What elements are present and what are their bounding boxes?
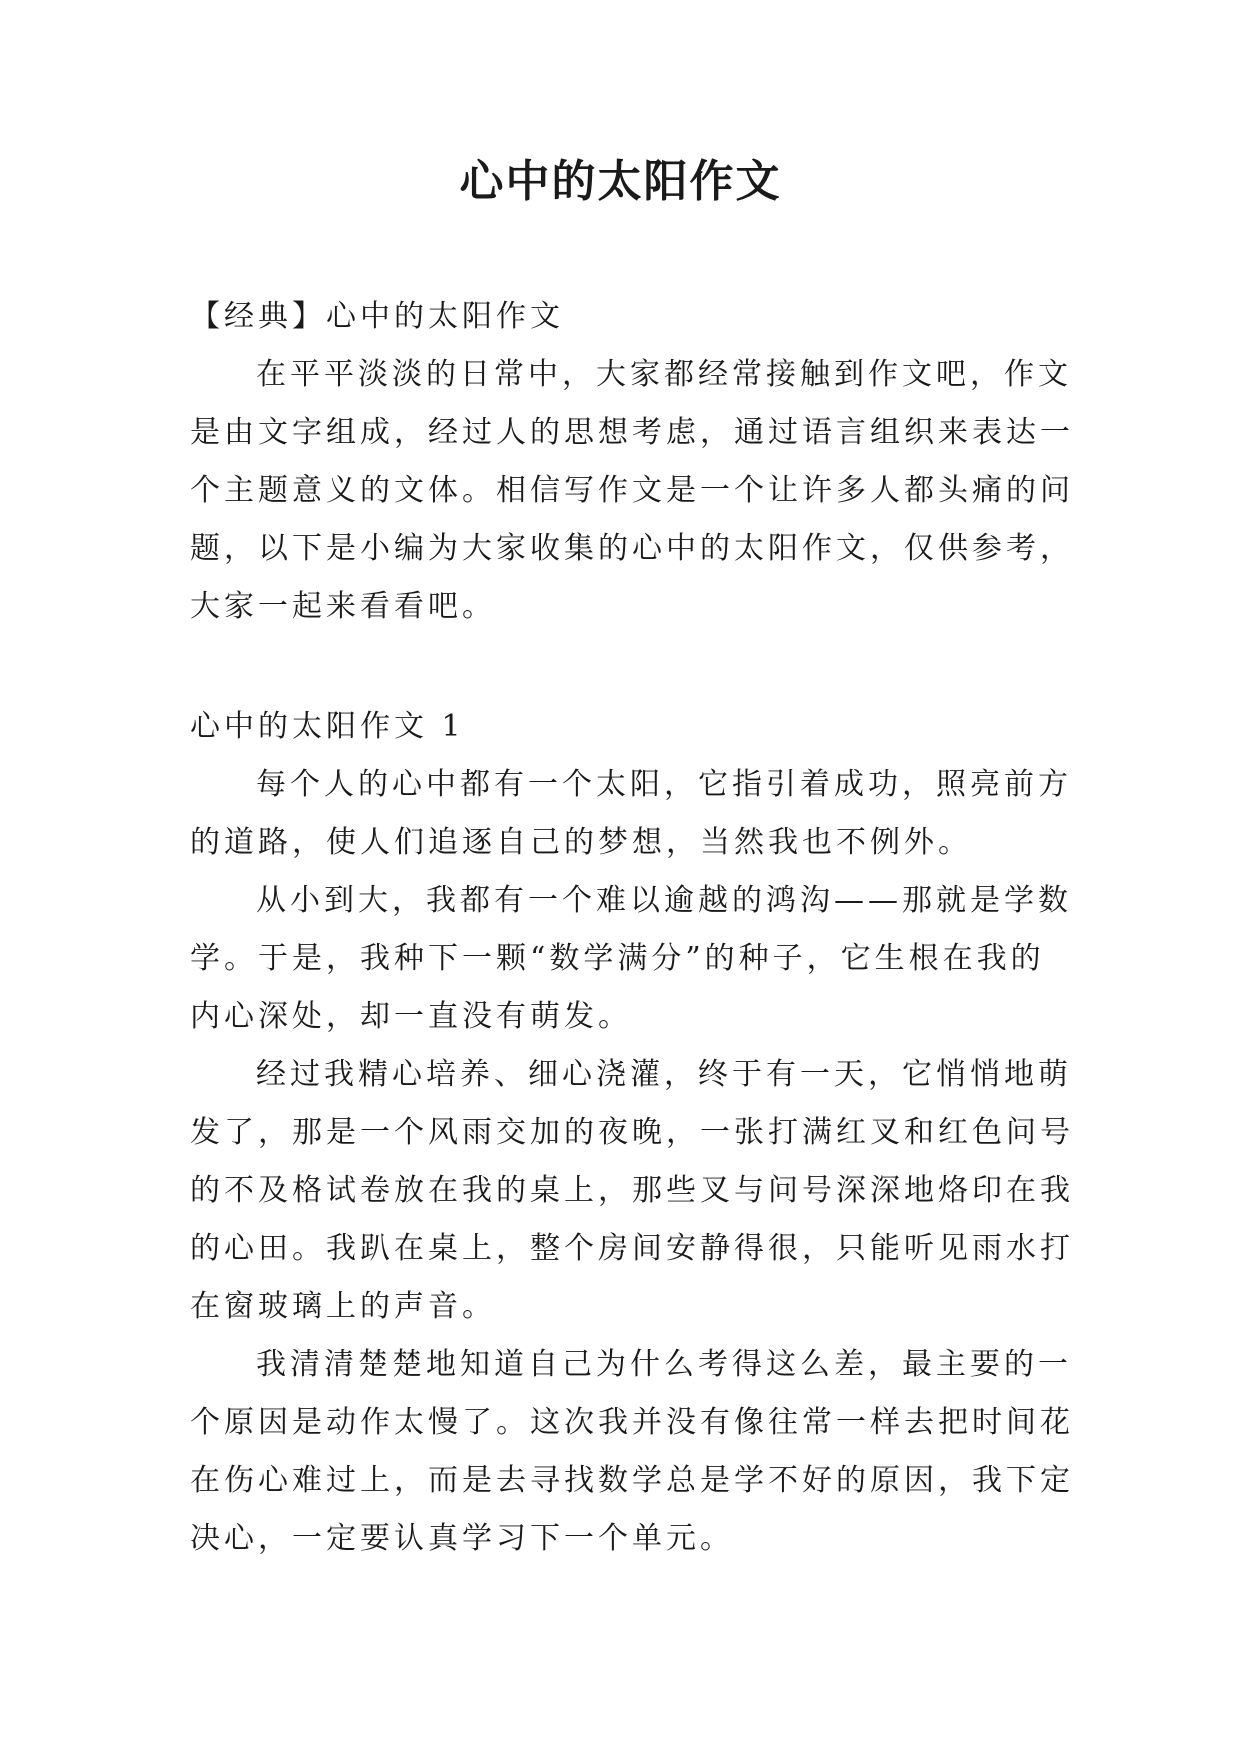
text-line: 在伤心难过上，而是去寻找数学总是学不好的原因，我下定 (190, 1463, 1074, 1498)
text-line: 经过我精心培养、细心浇灌，终于有一天，它悄悄地萌 (256, 1057, 1072, 1092)
text-line: 题，以下是小编为大家收集的心中的太阳作文，仅供参考， (190, 531, 1074, 566)
text-line: 个主题意义的文体。相信写作文是一个让许多人都头痛的问 (190, 473, 1074, 508)
intro-heading-text: 【经典】心中的太阳作文 (190, 299, 564, 334)
document-title: 心中的太阳作文 (459, 156, 782, 207)
text-line: 的不及格试卷放在我的桌上，那些叉与问号深深地烙印在我 (190, 1173, 1074, 1208)
essay-paragraph-2 (190, 872, 1072, 1046)
essay-paragraph-3 (190, 1046, 1074, 1336)
text-line: 在窗玻璃上的声音。 (190, 1289, 496, 1324)
text-line: 发了，那是一个风雨交加的夜晚，一张打满红叉和红色问号 (190, 1115, 1074, 1150)
text-line: 内心深处，却一直没有萌发。 (190, 999, 632, 1034)
text-line: 在平平淡淡的日常中，大家都经常接触到作文吧，作文 (256, 357, 1072, 392)
text-line: 从小到大，我都有一个难以逾越的鸿沟——那就是学数 (256, 883, 1072, 918)
text-line: 的道路，使人们追逐自己的梦想，当然我也不例外。 (190, 825, 972, 860)
intro-heading (190, 288, 1060, 346)
essay-paragraph-1 (190, 756, 1072, 872)
essay-paragraph-4 (190, 1336, 1074, 1568)
essay-heading (190, 698, 1060, 756)
text-line: 是由文字组成，经过人的思想考虑，通过语言组织来表达一 (190, 415, 1074, 450)
text-line: 我清清楚楚地知道自己为什么考得这么差，最主要的一 (256, 1347, 1072, 1382)
text-line: 学。于是，我种下一颗“数学满分”的种子，它生根在我的 (190, 941, 1045, 976)
essay-body (190, 756, 1074, 1568)
text-line: 的心田。我趴在桌上，整个房间安静得很，只能听见雨水打 (190, 1231, 1074, 1266)
text-line: 每个人的心中都有一个太阳，它指引着成功，照亮前方 (256, 767, 1072, 802)
text-line: 决心，一定要认真学习下一个单元。 (190, 1521, 734, 1556)
text-line: 大家一起来看看吧。 (190, 589, 496, 624)
text-line: 个原因是动作太慢了。这次我并没有像往常一样去把时间花 (190, 1405, 1074, 1440)
intro-paragraph (190, 346, 1074, 636)
essay-heading-text: 心中的太阳作文 1 (190, 709, 465, 744)
